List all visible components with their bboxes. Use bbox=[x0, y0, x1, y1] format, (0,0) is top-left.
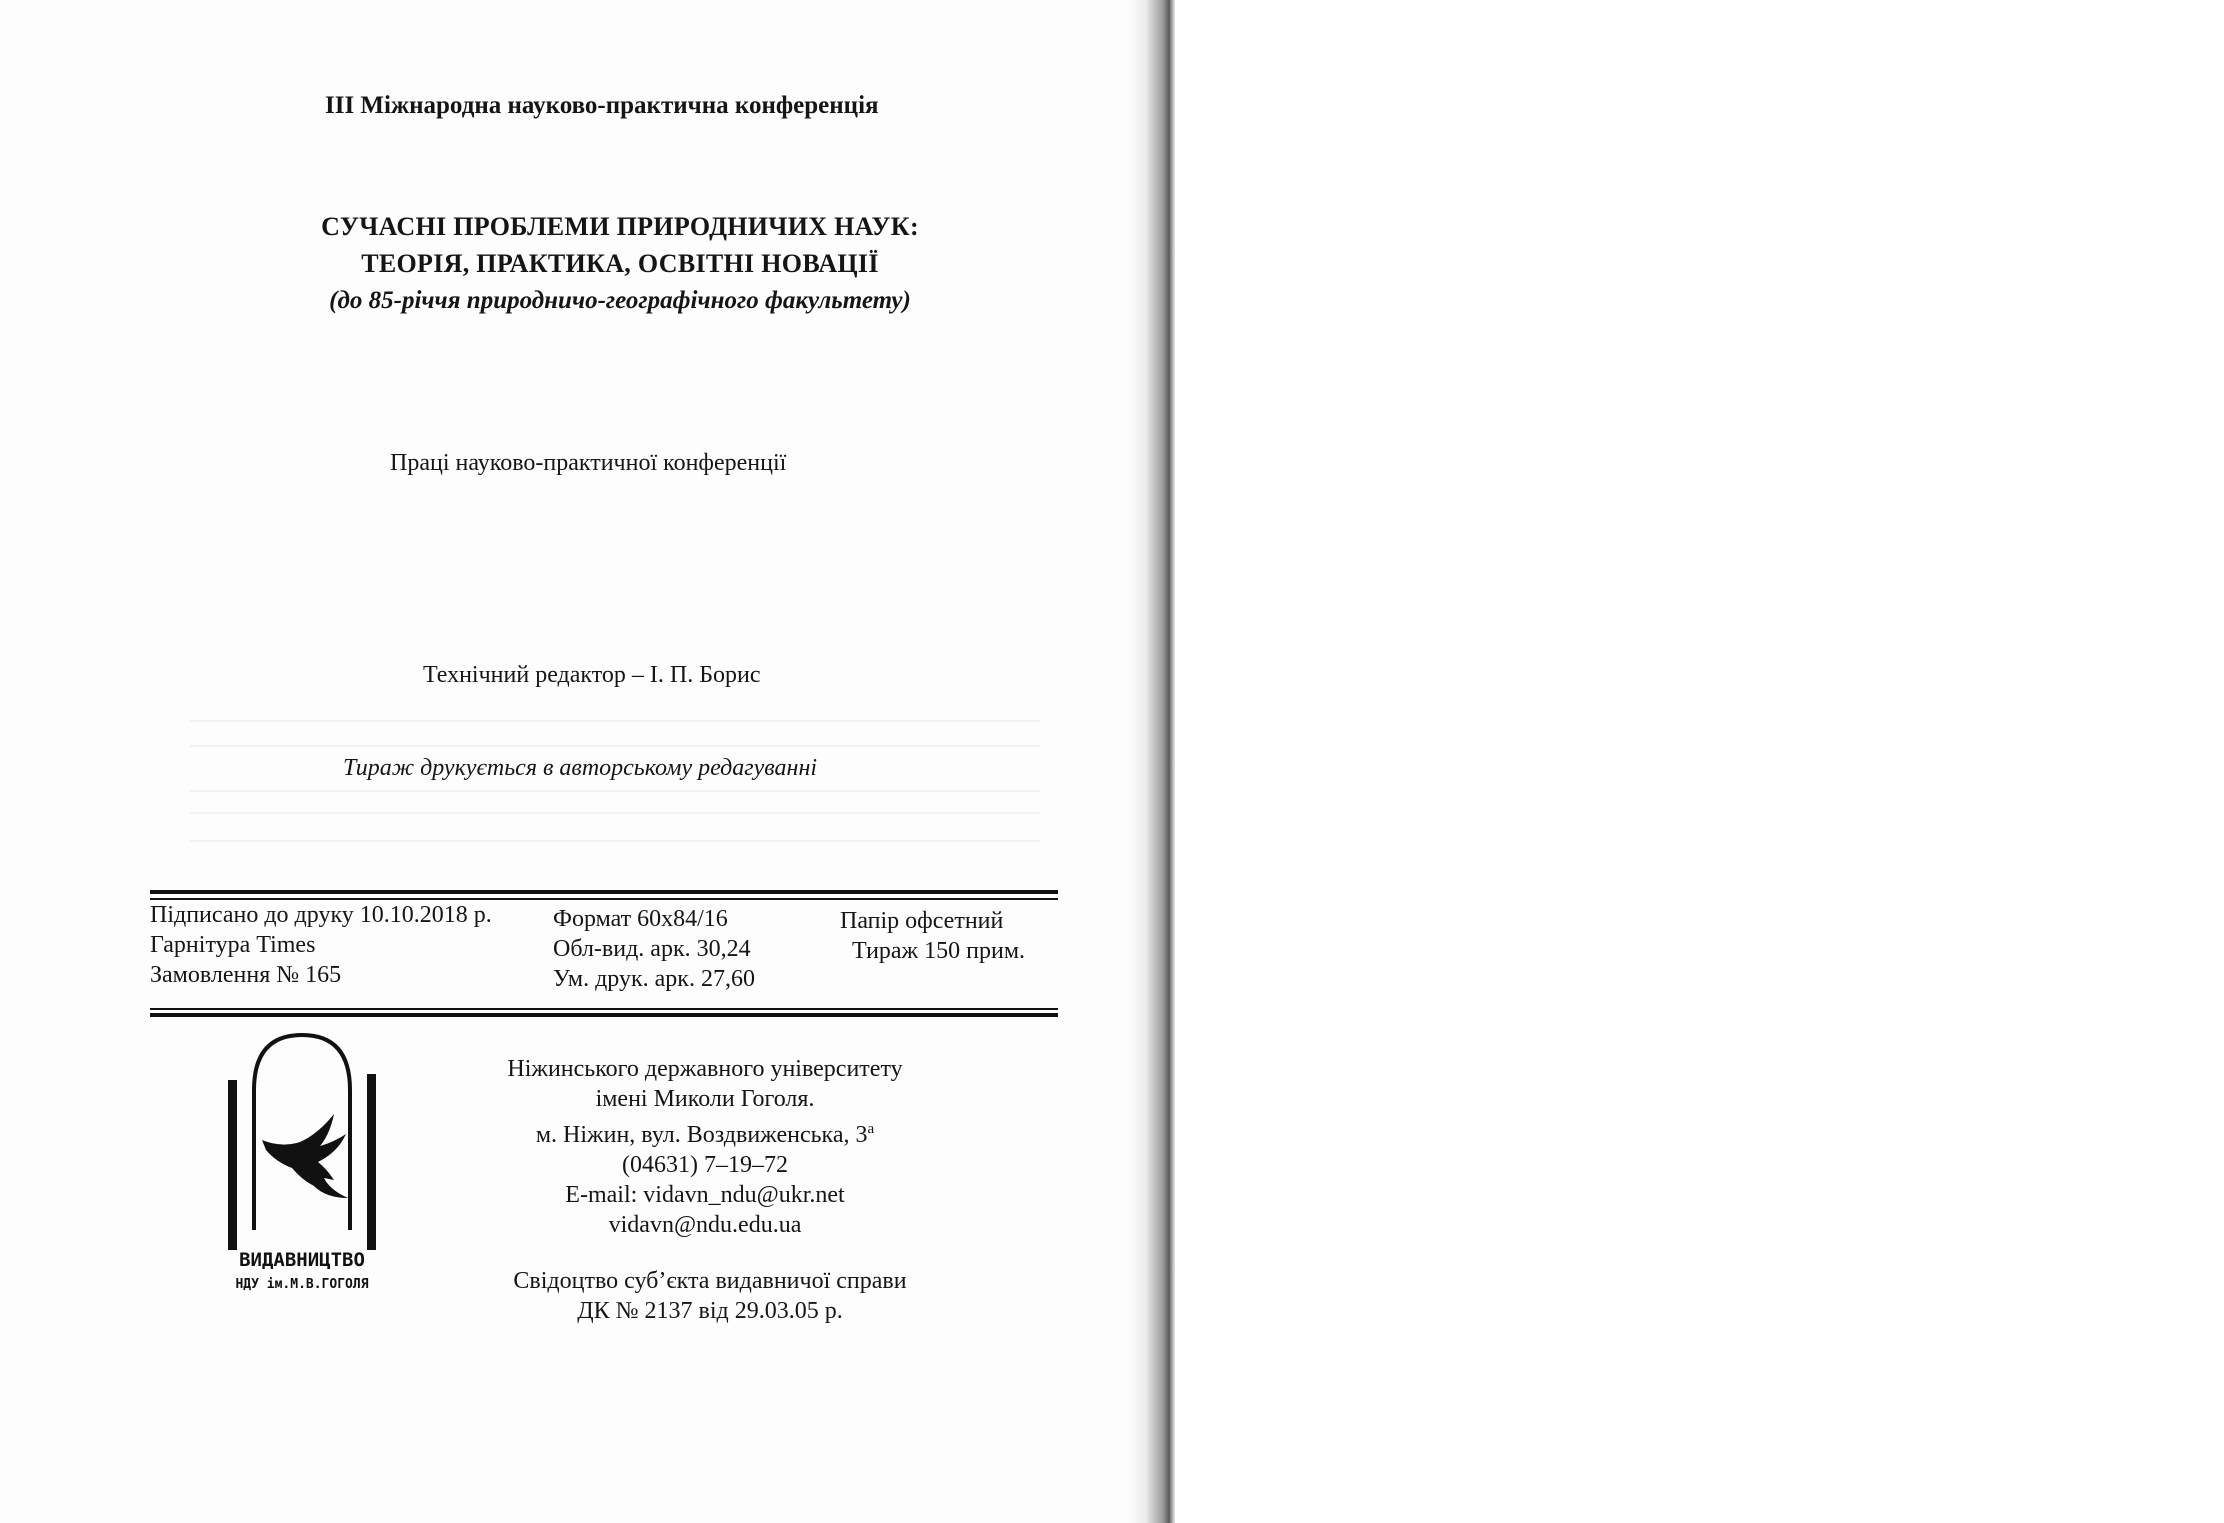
title-line-3: (до 85-річчя природничо-географічного факультету) bbox=[329, 287, 911, 314]
imprint-typeface: Гарнітура Times bbox=[150, 932, 316, 958]
tech-editor: Технічний редактор – І. П. Борис bbox=[423, 662, 761, 688]
publisher-address bbox=[455, 1114, 955, 1150]
show-through-line bbox=[190, 840, 1040, 842]
publisher-email-2: vidavn@ndu.edu.ua bbox=[608, 1212, 802, 1238]
imprint-signed: Підписано до друку 10.10.2018 р. bbox=[150, 902, 492, 928]
imprint-print-sheets: Ум. друк. арк. 27,60 bbox=[553, 966, 755, 992]
author-edit-note: Тираж друкується в авторському редагуванні bbox=[343, 755, 818, 781]
certificate-line-1: Свідоцтво суб’єкта видавничої справи bbox=[513, 1268, 907, 1294]
imprint-paper: Папір офсетний bbox=[840, 908, 1004, 934]
publisher-line-2: імені Миколи Гоголя. bbox=[595, 1086, 815, 1112]
show-through-line bbox=[190, 790, 1040, 792]
publisher-logo-icon bbox=[222, 1030, 382, 1295]
show-through-line bbox=[190, 745, 1040, 747]
imprint-column-3 bbox=[840, 906, 1025, 966]
book-title bbox=[300, 208, 940, 319]
book-gutter-shadow bbox=[1128, 0, 1178, 1523]
publisher-phone: (04631) 7–19–72 bbox=[622, 1152, 788, 1178]
imprint-rule-bottom-thin bbox=[150, 1008, 1058, 1010]
proceedings-label: Праці науково-практичної конференції bbox=[390, 450, 787, 476]
imprint-column-1 bbox=[150, 900, 492, 990]
title-line-2: ТЕОРІЯ, ПРАКТИКА, ОСВІТНІ НОВАЦІЇ bbox=[361, 249, 879, 278]
conference-heading: III Міжнародна науково-практична конференція bbox=[325, 92, 879, 119]
certificate-line-2: ДК № 2137 від 29.03.05 р. bbox=[577, 1298, 843, 1324]
imprint-format: Формат 60x84/16 bbox=[553, 906, 728, 932]
publisher-line-1: Ніжинського державного університету bbox=[507, 1056, 903, 1082]
imprint-publ-sheets: Обл-вид. арк. 30,24 bbox=[553, 936, 751, 962]
right-page-blank bbox=[1175, 0, 2224, 1523]
publisher-info bbox=[455, 1054, 955, 1240]
imprint-rule-top-thick bbox=[150, 890, 1058, 894]
show-through-line bbox=[190, 812, 1040, 814]
imprint-run: Тираж 150 прим. bbox=[852, 938, 1026, 964]
publisher-certificate bbox=[460, 1266, 960, 1326]
publisher-email-1: E-mail: vidavn_ndu@ukr.net bbox=[565, 1182, 845, 1208]
imprint-rule-bottom-thick bbox=[150, 1013, 1058, 1017]
logo-text-line-1: ВИДАВНИЦТВО bbox=[239, 1249, 365, 1271]
imprint-order: Замовлення № 165 bbox=[150, 962, 342, 988]
show-through-line bbox=[190, 720, 1040, 722]
publisher-address-sup: а bbox=[867, 1121, 875, 1137]
title-line-1: СУЧАСНІ ПРОБЛЕМИ ПРИРОДНИЧИХ НАУК: bbox=[321, 212, 919, 241]
logo-text-line-2: НДУ ім.М.В.ГОГОЛЯ bbox=[235, 1277, 369, 1292]
imprint-column-2 bbox=[553, 904, 755, 994]
publisher-address-text: м. Ніжин, вул. Воздвиженська, 3 bbox=[535, 1122, 868, 1148]
